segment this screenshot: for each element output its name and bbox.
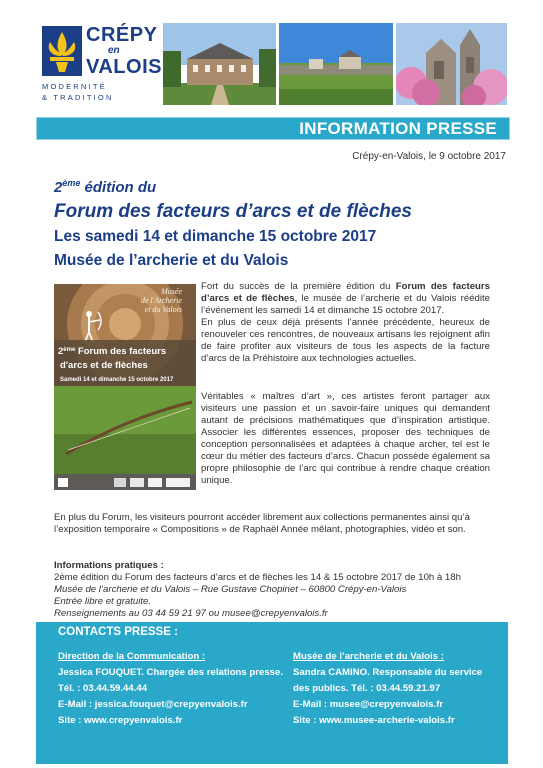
practical-info bbox=[54, 560, 494, 620]
crepy-en-valois-logo bbox=[42, 24, 162, 104]
poster-edition-number: 2 bbox=[58, 346, 64, 357]
logo-word-crepy: CRÉPY bbox=[86, 24, 158, 46]
edition-text: édition du bbox=[80, 179, 157, 196]
practical-info-entry: Entrée libre et gratuite. bbox=[54, 596, 152, 607]
edition-heading bbox=[54, 178, 156, 196]
dateline: Crépy-en-Valois, le 9 octobre 2017 bbox=[352, 151, 506, 162]
museum-name: Musée de l’archerie et du Valois bbox=[54, 252, 289, 269]
intro-text-c: En plus de ceux déjà présents l’année précédente, heureux de renouveler ces rencontres, de nouveaux artisans les rejoignent afin de faire profiter aux visiteurs de tous les aspects de la facture d’arcs de la Préhistoire aux technologies actuelles. bbox=[201, 317, 490, 364]
press-contacts-panel bbox=[36, 622, 508, 764]
forum-title: Forum des facteurs d’arcs et de flèches bbox=[54, 201, 412, 222]
edition-number: 2 bbox=[54, 179, 63, 196]
contact-left-name: Jessica FOUQUET. Chargée des relations presse. bbox=[58, 667, 284, 678]
contact-left-phone: Tél. : 03.44.59.44.44 bbox=[58, 683, 148, 694]
poster-title-b: d'arcs et de flèches bbox=[60, 360, 148, 371]
poster-line-1: Musée bbox=[161, 287, 182, 296]
practical-info-contact: Renseignements au 03 44 59 21 97 ou musee@crepyenvalois.fr bbox=[54, 608, 328, 619]
contact-left-heading: Direction de la Communication : bbox=[58, 651, 206, 662]
logo-tagline-2: & TRADITION bbox=[42, 93, 114, 102]
poster-edition-suffix: ème bbox=[63, 347, 76, 353]
event-dates: Les samedi 14 et dimanche 15 octobre 2017 bbox=[54, 228, 377, 245]
chateau-photo bbox=[163, 23, 276, 105]
contact-left-email[interactable]: E-Mail : jessica.fouquet@crepyenvalois.fr bbox=[58, 699, 248, 710]
logo-word-valois: VALOIS bbox=[86, 56, 162, 78]
poster-line-2: de l'Archerie bbox=[140, 296, 182, 305]
poster-title-a-text: Forum des facteurs bbox=[75, 346, 167, 357]
fleur-de-lis-icon bbox=[42, 26, 82, 76]
edition-suffix: ème bbox=[62, 178, 81, 188]
poster-line-3: et du Valois bbox=[144, 305, 182, 314]
contact-right-email[interactable]: E-Mail : musee@crepyenvalois.fr bbox=[293, 699, 444, 710]
contacts-title: CONTACTS PRESSE : bbox=[58, 626, 178, 638]
valois-landscape-photo bbox=[279, 23, 393, 105]
contact-museum bbox=[293, 649, 493, 729]
intro-text-a: Fort du succès de la première édition du bbox=[201, 281, 396, 292]
contact-right-site[interactable]: Site : www.musee-archerie-valois.fr bbox=[293, 715, 455, 726]
practical-info-address: Musée de l’archerie et du Valois – Rue Gustave Chopinet – 60800 Crépy-en-Valois bbox=[54, 584, 407, 595]
poster-dates: Samedi 14 et dimanche 15 octobre 2017 bbox=[60, 377, 174, 383]
information-presse-banner bbox=[36, 117, 510, 140]
practical-info-schedule: 2ème édition du Forum des facteurs d’arcs et de flèches les 14 & 15 octobre 2017 de 10h à 18h bbox=[54, 572, 461, 583]
logo-tagline-1: MODERNITÉ bbox=[42, 82, 107, 91]
event-poster bbox=[54, 284, 196, 490]
intro-text-b: , le musée de l’archerie et du Valois réédite l’événement les samedi 14 et dimanche 15 octobre 2017. bbox=[201, 293, 490, 316]
intro-paragraph bbox=[201, 281, 490, 365]
practical-info-heading: Informations pratiques : bbox=[54, 560, 164, 571]
collections-paragraph: En plus du Forum, les visiteurs pourront accéder librement aux collections permanentes ainsi qu’à l’exposition temporaire « Compositions » de Raphaël Année mêlant, photographies, vidéo et son. bbox=[54, 512, 470, 535]
abbey-ruins-photo bbox=[396, 23, 507, 105]
masters-paragraph: Véritables « maîtres d’art », ces artistes feront partager aux visiteurs une passion et un savoir-faire uniques qui demandent autant de précisions mathématiques que d’inspiration artistique. Associer les différentes essences, proposer des techniques de conception personnalisées et adaptées à chaque archer, tel est le cœur du métier des facteurs d’arcs. Chacun possède également sa propre philosophie de l’arc qui contribue à rendre chaque création unique. bbox=[201, 391, 490, 486]
contact-right-name: Sandra CAMINO. Responsable du service des publics. Tél. : 03.44.59.21.97 bbox=[293, 667, 483, 694]
logo-word-en: en bbox=[108, 45, 120, 56]
contact-communication bbox=[58, 649, 286, 729]
contact-left-site[interactable]: Site : www.crepyenvalois.fr bbox=[58, 715, 183, 726]
intro-forum-bold: Forum des facteurs d’arcs et de flèches bbox=[201, 281, 490, 304]
contact-right-heading: Musée de l’archerie et du Valois : bbox=[293, 651, 444, 662]
banner-title: INFORMATION PRESSE bbox=[299, 119, 497, 138]
